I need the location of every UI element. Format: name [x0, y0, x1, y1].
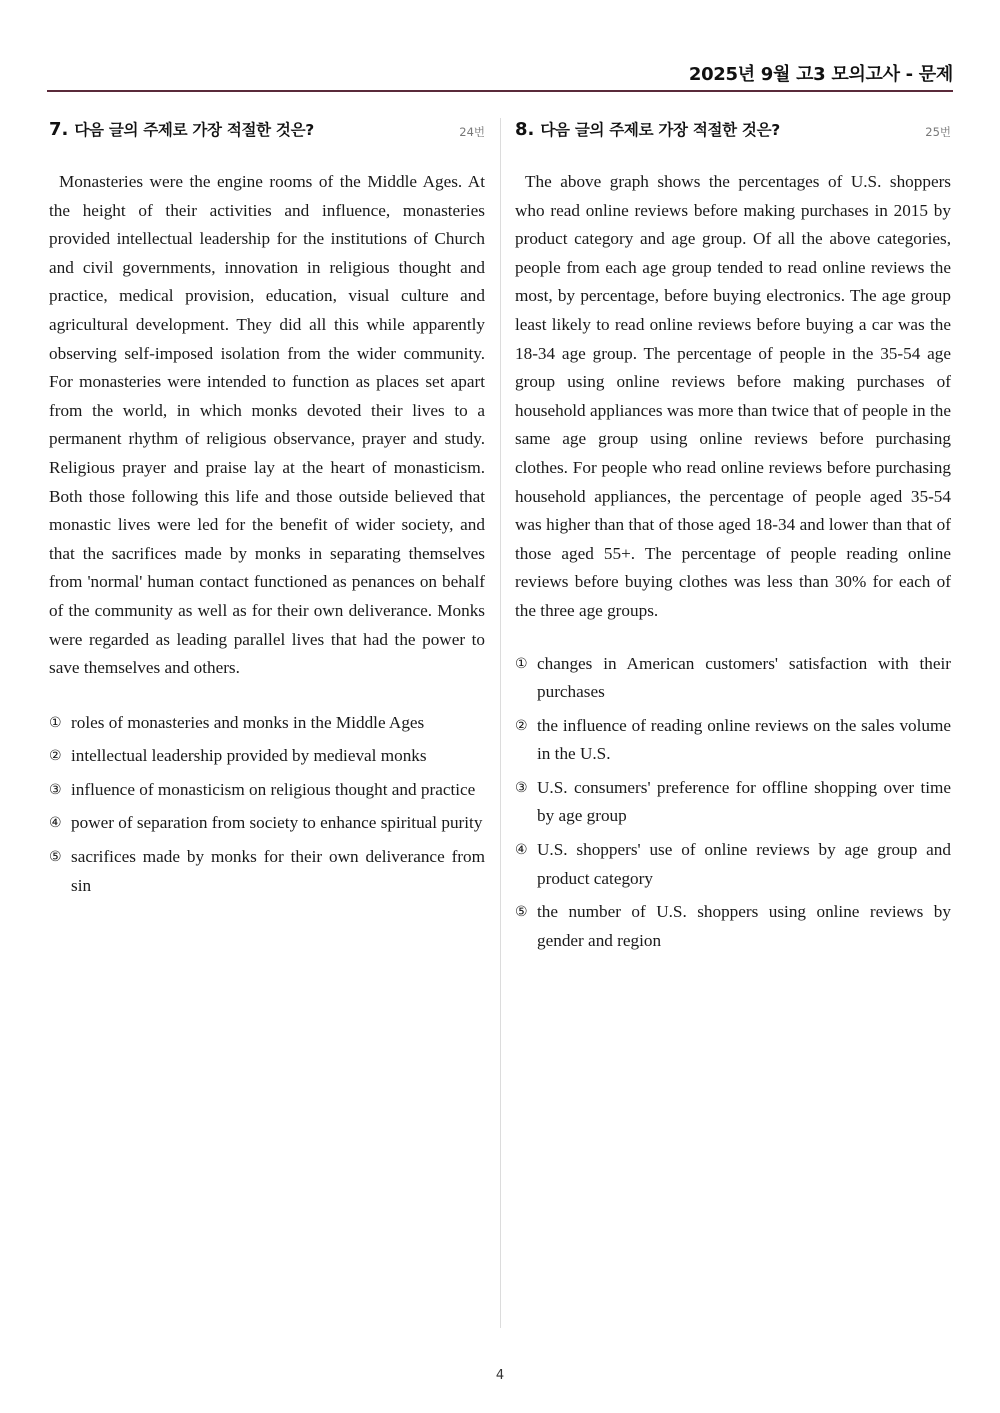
question-prompt: 다음 글의 주제로 가장 적절한 것은?: [540, 121, 780, 139]
page-header: [47, 58, 953, 92]
option-marker: ②: [515, 717, 528, 734]
question-prompt: 다음 글의 주제로 가장 적절한 것은?: [74, 121, 314, 139]
option-marker: ③: [515, 779, 528, 796]
option-marker: ⑤: [49, 849, 62, 866]
option-marker: ②: [49, 748, 62, 765]
option-text: roles of monasteries and monks in the Middle Ages: [71, 712, 425, 732]
column-divider: [500, 118, 501, 1328]
option-4[interactable]: [49, 809, 485, 838]
option-marker: ④: [515, 842, 528, 859]
option-marker: ④: [49, 815, 62, 832]
option-marker: ①: [49, 714, 62, 731]
option-3[interactable]: [515, 774, 951, 831]
option-1[interactable]: [49, 709, 485, 738]
exam-title: 2025년 9월 고3 모의고사 - 문제: [688, 64, 953, 85]
option-text: changes in American customers' satisfaction with their purchases: [537, 653, 951, 702]
option-2[interactable]: [515, 712, 951, 769]
option-5[interactable]: [49, 843, 485, 900]
answer-options: [49, 709, 485, 901]
option-4[interactable]: [515, 836, 951, 893]
option-1[interactable]: [515, 650, 951, 707]
option-text: sacrifices made by monks for their own deliverance from sin: [71, 847, 485, 895]
option-text: intellectual leadership provided by medieval monks: [71, 746, 427, 766]
question-8: [515, 118, 951, 960]
option-text: U.S. shoppers' use of online reviews by age group and product category: [537, 840, 951, 888]
passage-text: The above graph shows the percentages of U.S. shoppers who read online reviews before making purchases in 2015 by product category and age group. Of all the above categories, people from each age group tended to read online reviews the most, by percentage, before buying electronics. The age group least likely to read online reviews before buying a car was the 18-34 age group. The percentage of people in the 35-54 age group using online reviews before making purchases of household appliances was more than twice that of people in the same age group using online reviews before purchasing clothes. For people who read online reviews before purchasing household appliances, the percentage of people aged 35-54 was higher than that of those aged 18-34 and lower than that of those aged 55+. The percentage of people reading online reviews before buying clothes was less than 30% for each of the three age groups.: [515, 172, 951, 620]
option-5[interactable]: [515, 898, 951, 955]
question-reference: 24번: [459, 125, 485, 139]
option-marker: ③: [49, 781, 62, 798]
option-text: power of separation from society to enhance spiritual purity: [71, 813, 483, 833]
question-header: [49, 118, 485, 146]
question-7: [49, 118, 485, 905]
option-2[interactable]: [49, 742, 485, 771]
question-number: 8.: [515, 119, 535, 140]
option-text: the influence of reading online reviews on the sales volume in the U.S.: [537, 715, 951, 764]
answer-options: [515, 650, 951, 956]
option-marker: ⑤: [515, 904, 528, 921]
option-3[interactable]: [49, 776, 485, 805]
option-text: influence of monasticism on religious thought and practice: [71, 779, 476, 799]
page-number: 4: [495, 1368, 505, 1383]
passage-text: Monasteries were the engine rooms of the Middle Ages. At the height of their activities and influence, monasteries provided intellectual leadership for the institutions of Church and civil governments, innovation in religious thought and practice, medical provision, education, visual culture and agricultural development. They did all this while apparently observing self-imposed isolation from the wider community. For monasteries were intended to function as places set apart from the world, in which monks devoted their lives to a permanent rhythm of religious observance, prayer and study. Religious prayer and praise lay at the heart of monasticism. Both those following this life and those outside believed that monastic lives were led for the benefit of wider society, and that the sacrifices made by monks in separating themselves from 'normal' human contact functioned as penances on behalf of the community as well as for their own deliverance. Monks were regarded as leading parallel lives that had the power to save themselves and others.: [49, 172, 485, 678]
option-text: the number of U.S. shoppers using online reviews by gender and region: [537, 902, 951, 950]
option-marker: ①: [515, 655, 528, 672]
question-header: [515, 118, 951, 146]
option-text: U.S. consumers' preference for offline shopping over time by age group: [537, 777, 951, 826]
question-reference: 25번: [925, 125, 951, 139]
question-number: 7.: [49, 119, 69, 140]
